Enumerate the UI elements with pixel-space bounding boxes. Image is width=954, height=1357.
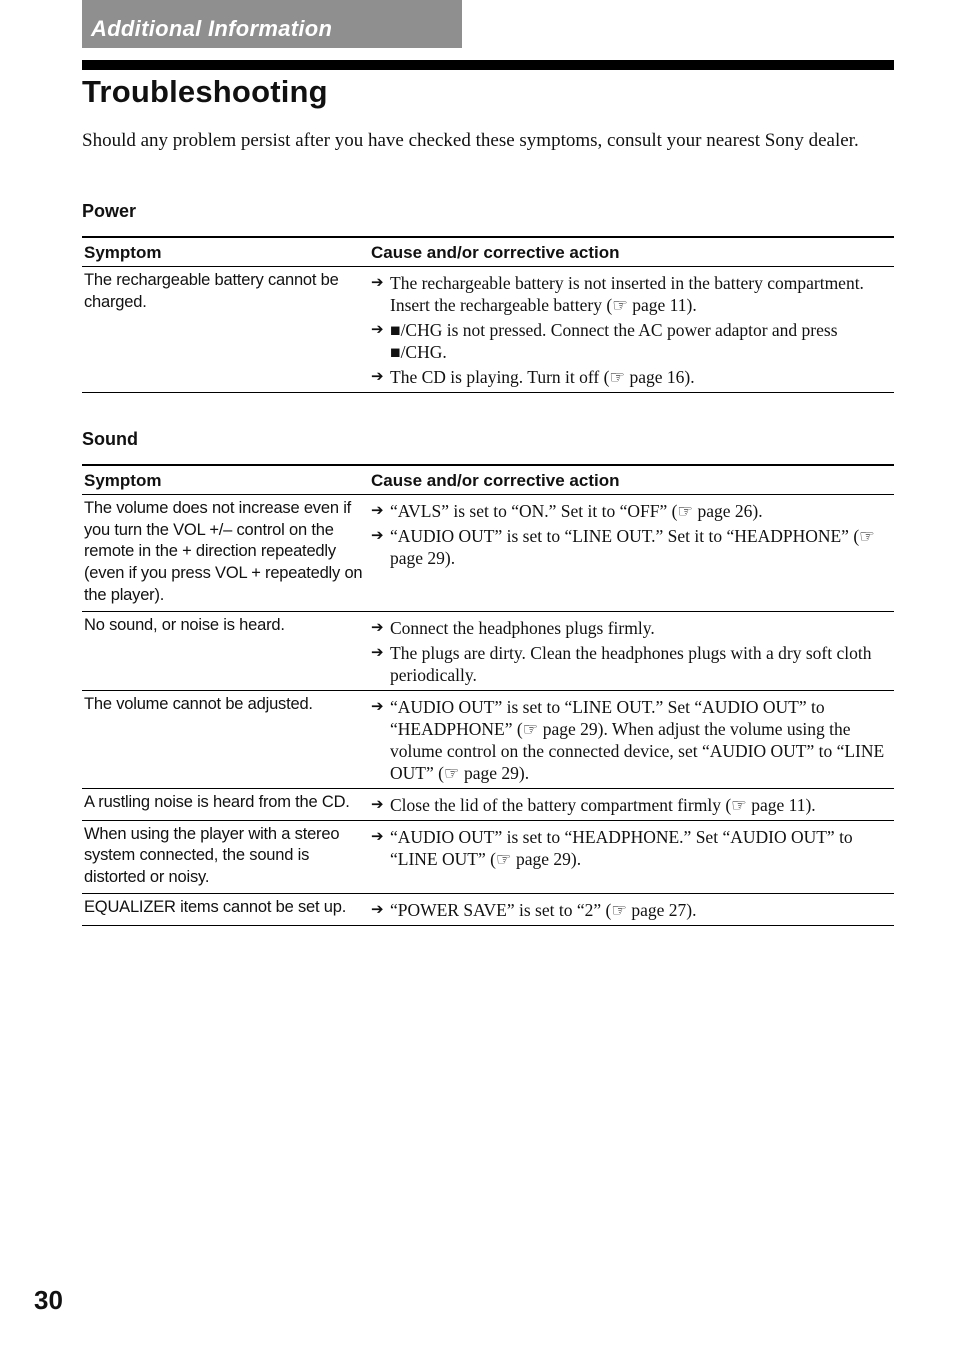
cause-text: “AUDIO OUT” is set to “LINE OUT.” Set it to “HEADPHONE” (☞ page 29). xyxy=(390,526,875,568)
table-row xyxy=(82,690,894,788)
cause-text: “AUDIO OUT” is set to “LINE OUT.” Set “AUDIO OUT” to “HEADPHONE” (☞ page 29). When adjust the volume using the volume control on the connected device, set “AUDIO OUT” to “LINE OUT” (☞ page 29). xyxy=(390,696,885,783)
table-row xyxy=(82,495,894,612)
cause-list xyxy=(371,826,890,870)
symptom-cell: When using the player with a stereo system connected, the sound is distorted or noisy. xyxy=(82,820,369,893)
arrow-right-icon: ➔ xyxy=(371,796,384,813)
cause-item xyxy=(371,696,890,784)
cause-list xyxy=(371,617,890,686)
symptom-cell: The volume does not increase even if you turn the VOL +/– control on the remote in the + direction repeatedly (even if you press VOL + repeatedly on the player). xyxy=(82,495,369,612)
cause-text: The plugs are dirty. Clean the headphones plugs with a dry soft cloth periodically. xyxy=(390,642,872,685)
power-table xyxy=(82,236,894,393)
cause-list xyxy=(371,899,890,921)
table-row xyxy=(82,267,894,393)
cause-item xyxy=(371,899,890,921)
cause-item xyxy=(371,272,890,316)
power-heading: Power xyxy=(82,201,137,221)
arrow-right-icon: ➔ xyxy=(371,322,384,338)
cause-list xyxy=(371,696,890,784)
table-row xyxy=(82,611,894,690)
cause-cell xyxy=(369,267,894,393)
sound-table xyxy=(82,464,894,926)
cause-list xyxy=(371,500,890,569)
section-label: Additional Information xyxy=(91,16,333,41)
symptom-column-header: Symptom xyxy=(82,465,369,495)
cause-cell xyxy=(369,611,894,690)
symptom-cell: The rechargeable battery cannot be charged. xyxy=(82,267,369,393)
arrow-right-icon: ➔ xyxy=(371,901,384,918)
page-title: Troubleshooting xyxy=(82,74,328,109)
arrow-right-icon: ➔ xyxy=(371,619,384,636)
cause-item xyxy=(371,500,890,522)
cause-cell xyxy=(369,788,894,820)
table-row xyxy=(82,788,894,820)
cause-cell xyxy=(369,690,894,788)
sound-heading: Sound xyxy=(82,429,138,449)
cause-item xyxy=(371,826,890,870)
cause-cell xyxy=(369,820,894,893)
symptom-cell: The volume cannot be adjusted. xyxy=(82,690,369,788)
cause-text: “AVLS” is set to “ON.” Set it to “OFF” (☞ page 26). xyxy=(390,501,763,521)
cause-list xyxy=(371,794,890,816)
table-header-row xyxy=(82,237,894,267)
cause-column-header: Cause and/or corrective action xyxy=(369,465,894,495)
cause-cell xyxy=(369,495,894,612)
symptom-cell: No sound, or noise is heard. xyxy=(82,611,369,690)
cause-text: ■/CHG is not pressed. Connect the AC power adaptor and press ■/CHG. xyxy=(390,320,838,362)
cause-item xyxy=(371,642,890,686)
cause-cell xyxy=(369,893,894,925)
symptom-column-header: Symptom xyxy=(82,237,369,267)
arrow-right-icon: ➔ xyxy=(371,828,384,845)
page-number: 30 xyxy=(34,1285,63,1315)
cause-text: The CD is playing. Turn it off (☞ page 16). xyxy=(390,367,695,387)
table-header-row xyxy=(82,465,894,495)
cause-list xyxy=(371,272,890,388)
cause-item xyxy=(371,319,890,363)
cause-text: Close the lid of the battery compartment firmly (☞ page 11). xyxy=(390,794,816,815)
cause-text: “POWER SAVE” is set to “2” (☞ page 27). xyxy=(390,899,697,920)
cause-item xyxy=(371,794,890,816)
arrow-right-icon: ➔ xyxy=(371,275,384,291)
cause-item xyxy=(371,366,890,388)
cause-text: The rechargeable battery is not inserted in the battery compartment. Insert the rechargeable battery (☞ page 11). xyxy=(390,273,864,315)
arrow-right-icon: ➔ xyxy=(371,644,384,661)
table-row xyxy=(82,820,894,893)
cause-text: Connect the headphones plugs firmly. xyxy=(390,617,655,638)
cause-item xyxy=(371,525,890,569)
arrow-right-icon: ➔ xyxy=(371,528,384,544)
cause-text: “AUDIO OUT” is set to “HEADPHONE.” Set “AUDIO OUT” to “LINE OUT” (☞ page 29). xyxy=(390,826,853,869)
table-row xyxy=(82,893,894,925)
arrow-right-icon: ➔ xyxy=(371,698,384,715)
intro-paragraph: Should any problem persist after you have checked these symptoms, consult your nearest Sony dealer. xyxy=(82,130,859,151)
cause-item xyxy=(371,617,890,639)
arrow-right-icon: ➔ xyxy=(371,503,384,519)
cause-column-header: Cause and/or corrective action xyxy=(369,237,894,267)
section-tab xyxy=(82,0,462,48)
header-rule xyxy=(82,60,894,70)
arrow-right-icon: ➔ xyxy=(371,369,384,385)
symptom-cell: A rustling noise is heard from the CD. xyxy=(82,788,369,820)
symptom-cell: EQUALIZER items cannot be set up. xyxy=(82,893,369,925)
